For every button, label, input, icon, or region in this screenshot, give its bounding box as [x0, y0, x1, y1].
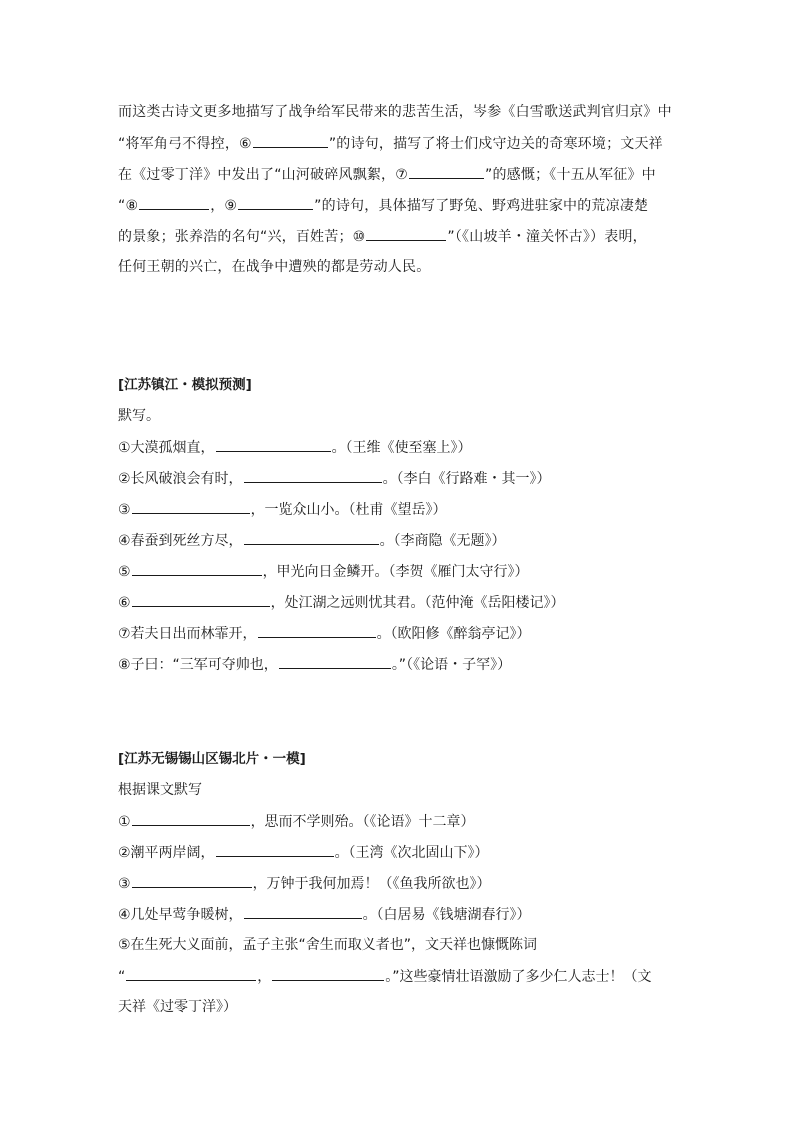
section1-question-7 — [118, 624, 678, 643]
paragraph-line-3 — [118, 165, 678, 184]
question-text: 。”这些豪情壮语激励了多少仁人志士！（文 — [385, 969, 652, 985]
paragraph-text: 而这类古诗文更多地描写了战争给军民带来的悲苦生活，岑参《白雪歌送武判官归京》中 — [118, 104, 672, 120]
answer-blank[interactable] — [258, 624, 376, 638]
paragraph-text: ”的感慨；《十五从军征》中 — [485, 167, 656, 183]
question-text: 。（王维《使至塞上》） — [331, 440, 472, 456]
question-text: ①大漠孤烟直， — [118, 440, 215, 456]
question-text: ③ — [118, 876, 131, 892]
question-text: ，甲光向日金鳞开。（李贺《雁门太守行》） — [262, 564, 529, 580]
question-text: ④春蚕到死丝方尽， — [118, 533, 243, 549]
instruction-text: 根据课文默写 — [118, 782, 202, 798]
question-text: ，处江湖之远则忧其君。（范仲淹《岳阳楼记》） — [270, 595, 565, 611]
section2-question-5-line-2 — [118, 967, 678, 986]
question-text: ⑧子曰：“三军可夺帅也， — [118, 657, 278, 673]
answer-blank[interactable] — [238, 196, 313, 210]
question-text: ⑦若夫日出而林霏开， — [118, 626, 257, 642]
paragraph-text: “将军角弓不得控，⑥ — [118, 136, 252, 152]
section1-question-4 — [118, 531, 678, 550]
question-text: ②潮平两岸阔， — [118, 845, 215, 861]
question-text: ⑤ — [118, 564, 131, 580]
section1-question-2 — [118, 469, 678, 488]
question-text: ， — [257, 969, 272, 985]
answer-blank[interactable] — [272, 967, 384, 981]
section2-question-5-line-1 — [118, 936, 678, 954]
paragraph-line-4 — [118, 196, 678, 215]
paragraph-line-6 — [118, 258, 678, 276]
answer-blank[interactable] — [244, 469, 382, 483]
answer-blank[interactable] — [132, 562, 262, 576]
paragraph-text: 任何王朝的兴亡，在战争中遭殃的都是劳动人民。 — [118, 259, 431, 275]
question-text: 天祥《过零丁洋》） — [118, 999, 237, 1015]
section1-question-3 — [118, 500, 678, 519]
question-text: 。（白居易《钱塘湖春行》） — [362, 907, 531, 923]
section2-question-5-line-3 — [118, 998, 678, 1016]
answer-blank[interactable] — [409, 165, 484, 179]
question-text: ，一览众山小。（杜甫《望岳》） — [250, 502, 447, 518]
answer-blank[interactable] — [132, 812, 250, 826]
paragraph-text: ”的诗句，具体描写了野兔、野鸡进驻家中的荒凉凄楚 — [314, 198, 649, 214]
section1-heading — [118, 376, 678, 394]
section1-instruction — [118, 407, 678, 425]
question-text: 。（欧阳修《醉翁亭记》） — [376, 626, 531, 642]
question-text: ⑤在生死大义面前，孟子主张“舍生而取义者也”，文天祥也慷慨陈词 — [118, 937, 538, 953]
section2-question-4 — [118, 905, 678, 924]
answer-blank[interactable] — [139, 196, 209, 210]
question-text: ④几处早莺争暖树， — [118, 907, 243, 923]
paragraph-line-1 — [118, 103, 678, 121]
answer-blank[interactable] — [216, 843, 334, 857]
paragraph-line-2 — [118, 134, 678, 153]
answer-blank[interactable] — [132, 593, 270, 607]
question-text: ③ — [118, 502, 131, 518]
question-text: “ — [118, 969, 126, 985]
question-text: 。（李商隐《无题》） — [379, 533, 506, 549]
question-text: ① — [118, 814, 131, 830]
paragraph-line-5 — [118, 227, 678, 246]
section1-question-1 — [118, 438, 678, 457]
answer-blank[interactable] — [366, 227, 446, 241]
section1-question-5 — [118, 562, 678, 581]
question-text: 。（王湾《次北固山下》） — [334, 845, 489, 861]
paragraph-text: ”的诗句，描写了将士们戍守边关的奇寒环境；文天祥 — [328, 136, 663, 152]
answer-blank[interactable] — [132, 874, 252, 888]
question-text: ⑥ — [118, 595, 131, 611]
section2-instruction — [118, 781, 678, 799]
section2-question-1 — [118, 812, 678, 831]
paragraph-text: ”（《山坡羊・潼关怀古》）表明， — [447, 229, 647, 245]
section1-question-6 — [118, 593, 678, 612]
section2-question-2 — [118, 843, 678, 862]
section-heading-text: [江苏镇江・模拟预测] — [118, 377, 252, 393]
paragraph-text: ，⑨ — [210, 198, 238, 214]
answer-blank[interactable] — [126, 967, 256, 981]
answer-blank[interactable] — [216, 438, 331, 452]
answer-blank[interactable] — [279, 655, 391, 669]
section1-question-8 — [118, 655, 678, 674]
answer-blank[interactable] — [132, 500, 250, 514]
question-text: 。（李白《行路难・其一》） — [382, 471, 551, 487]
paragraph-text: “⑧ — [118, 198, 139, 214]
question-text: ，万钟于我何加焉！（《鱼我所欲也》） — [252, 876, 491, 892]
paragraph-text: 的景象；张养浩的名句“兴，百姓苦；⑩ — [118, 229, 366, 245]
section2-question-3 — [118, 874, 678, 893]
section-heading-text: [江苏无锡锡山区锡北片・一模] — [118, 751, 306, 767]
instruction-text: 默写。 — [118, 408, 160, 424]
question-text: ②长风破浪会有时， — [118, 471, 243, 487]
answer-blank[interactable] — [244, 531, 379, 545]
answer-blank[interactable] — [244, 905, 362, 919]
section2-heading — [118, 750, 678, 768]
answer-blank[interactable] — [253, 134, 328, 148]
paragraph-text: 在《过零丁洋》中发出了“山河破碎风飘絮，⑦ — [118, 167, 409, 183]
question-text: ，思而不学则殆。（《论语》十二章） — [250, 814, 475, 830]
question-text: 。”（《论语・子罕》） — [391, 657, 512, 673]
